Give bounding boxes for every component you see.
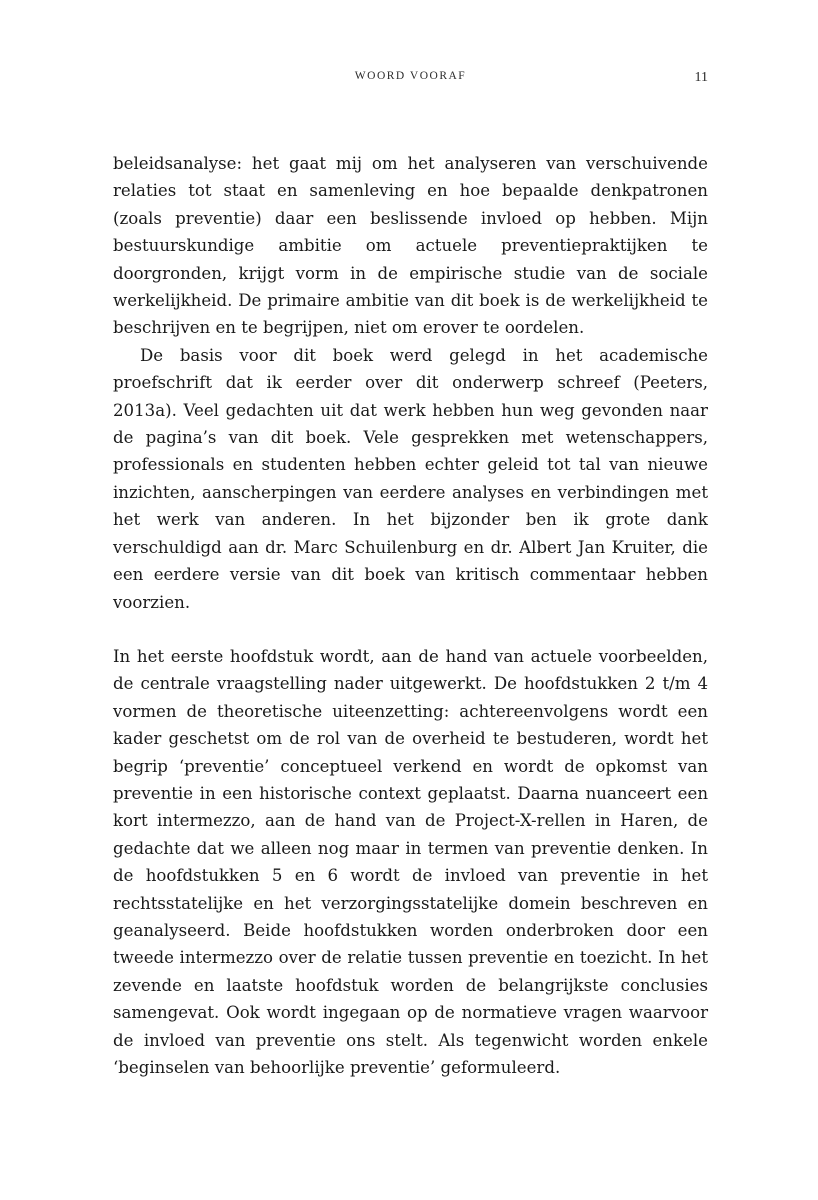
paragraph-chapter-overview: In het eerste hoofdstuk wordt, aan de hand van actuele voorbeelden, de centrale vraagstelling nader uitgewerkt. De hoofdstukken 2 t/m 4 vormen de theoretische uiteenzetting: achtereenvolgens wordt een kader geschetst om de rol van de overheid te bestuderen, wordt het begrip ‘preventie’ conceptueel verkend en wordt de opkomst van preventie in een historische context geplaatst. Daarna nuanceert een kort intermezzo, aan de hand van de Project-X-rellen in Haren, de gedachte dat we alleen nog maar in termen van preventie denken. In de hoofdstukken 5 en 6 wordt de invloed van preventie in het rechtsstatelijke en het verzorgingsstatelijke domein beschreven en geanalyseerd. Beide hoofdstukken worden onderbroken door een tweede intermezzo over de relatie tussen preventie en toezicht. In het zevende en laatste hoofdstuk worden de belangrijkste conclusies samengevat. Ook wordt ingegaan op de normatieve vragen waarvoor de invloed van preventie ons stelt. Als tegenwicht worden enkele ‘beginselen van behoorlijke preventie’ geformuleerd. [113,646,708,1077]
body-text [113,150,708,1081]
paragraph-continuation: beleidsanalyse: het gaat mij om het analyseren van verschuivende relaties tot staat en samenleving en hoe bepaalde denkpatronen (zoals preventie) daar een beslissende invloed op hebben. Mijn bestuurskundige ambitie om actuele preventiepraktijken te doorgronden, krijgt vorm in de empirische studie van de sociale werkelijkheid. De primaire ambitie van dit boek is de werkelijkheid te beschrijven en te begrijpen, niet om erover te oordelen. [113,154,708,338]
running-title: WOORD VOORAF [354,70,467,82]
paragraph-acknowledgements: De basis voor dit boek werd gelegd in het academische proefschrift dat ik eerder over dit onderwerp schreef (Peeters, 2013a). Veel gedachten uit dat werk hebben hun weg gevonden naar de pagina’s van dit boek. Vele gesprekken met wetenschappers, professionals en studenten hebben echter geleid tot tal van nieuwe inzichten, aanscherpingen van eerdere analyses en verbindingen met het werk van anderen. In het bijzonder ben ik grote dank verschuldigd aan dr. Marc Schuilenburg en dr. Albert Jan Kruiter, die een eerdere versie van dit boek van kritisch commentaar hebben voorzien. [113,345,708,612]
page-number: 11 [694,70,708,85]
section-break [113,616,708,643]
running-header [113,70,708,90]
